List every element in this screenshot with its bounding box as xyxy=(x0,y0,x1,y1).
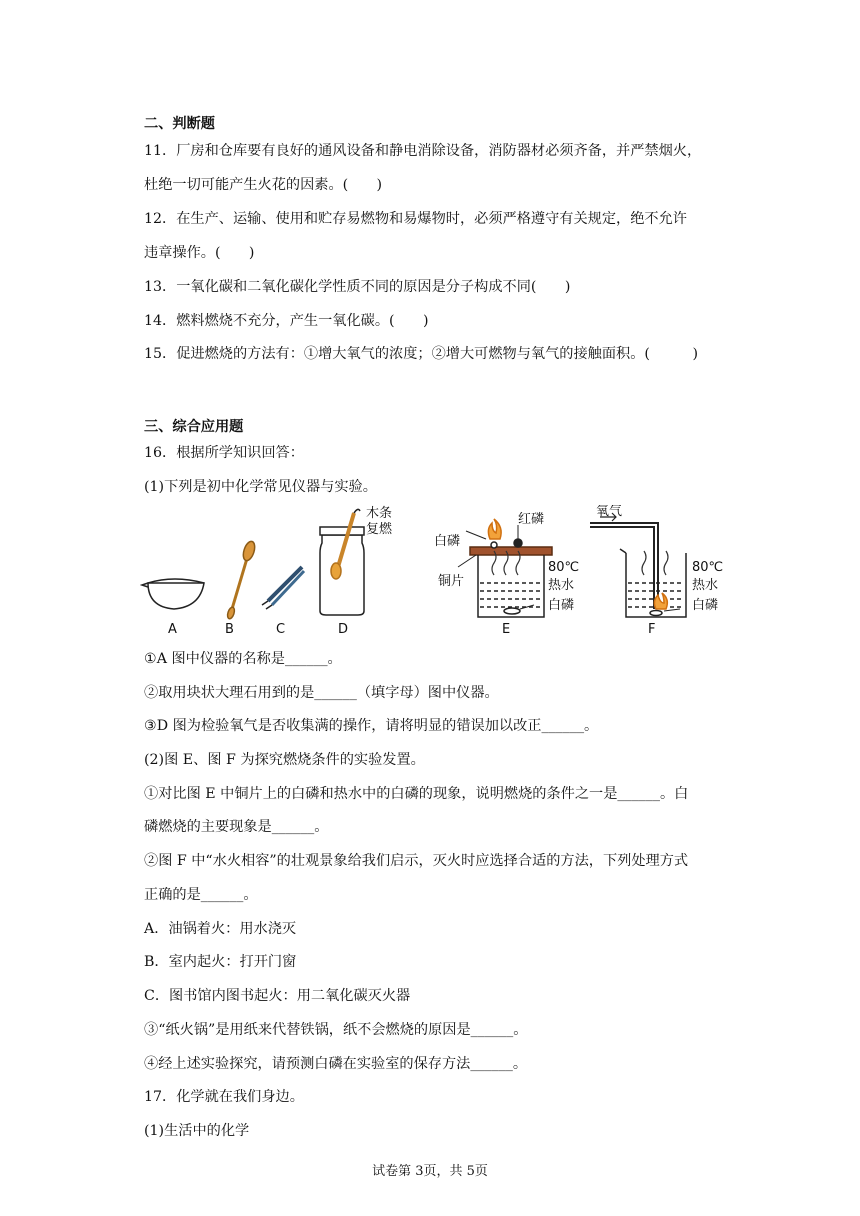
label-temp-e: 80℃ xyxy=(548,560,580,575)
label-temp-f: 80℃ xyxy=(692,560,724,575)
evaporating-dish-icon xyxy=(142,579,204,609)
option-b: B．室内起火：打开门窗 xyxy=(144,954,297,970)
question-17-part1: (1)生活中的化学 xyxy=(144,1123,250,1139)
question-17: 17．化学就在我们身边。 xyxy=(144,1089,304,1105)
option-c: C．图书馆内图书起火：用二氧化碳灭火器 xyxy=(144,988,411,1004)
question-16-part2: (2)图 E、图 F 为探究燃烧条件的实验发置。 xyxy=(144,752,425,768)
question-12-line1: 12．在生产、运输、使用和贮存易燃物和易爆物时，必须严格遵守有关规定，绝不允许 xyxy=(144,211,687,227)
label-A: A xyxy=(168,622,177,637)
label-yangqi: 氧气 xyxy=(596,505,623,519)
experiment-figure xyxy=(140,505,740,645)
label-mutiao: 木条 xyxy=(366,506,393,521)
label-D: D xyxy=(338,622,349,637)
medicine-spoon-icon xyxy=(226,540,257,620)
question-16-2c: ③“纸火锅”是用纸来代替铁锅，纸不会燃烧的原因是______。 xyxy=(144,1022,528,1038)
question-16-1a: ①A 图中仪器的名称是______。 xyxy=(144,651,342,667)
question-16-2b-line1: ②图 F 中“水火相容”的壮观景象给我们启示，灭火时应选择合适的方法，下列处理方式 xyxy=(144,853,689,869)
label-B: B xyxy=(225,622,234,637)
question-16-1b: ②取用块状大理石用到的是______（填字母）图中仪器。 xyxy=(144,685,499,701)
question-16-2a-line2: 磷燃烧的主要现象是______。 xyxy=(144,819,329,835)
beaker-f-icon xyxy=(590,513,686,617)
question-16-2d: ④经上述实验探究，请预测白磷在实验室的保存方法______。 xyxy=(144,1056,528,1072)
label-honglin: 红磷 xyxy=(518,512,545,527)
question-12-line2: 违章操作。( ) xyxy=(144,245,255,261)
label-bailin-top: 白磷 xyxy=(434,534,461,549)
label-reshui-f: 热水 xyxy=(692,578,719,593)
question-11-line2: 杜绝一切可能产生火花的因素。( ) xyxy=(144,177,383,193)
label-C: C xyxy=(276,622,286,637)
label-reshui-e: 热水 xyxy=(548,578,575,593)
page-footer: 试卷第 3页，共 5页 xyxy=(372,1164,488,1179)
question-15: 15．促进燃烧的方法有：①增大氧气的浓度；②增大可燃物与氧气的接触面积。( ) xyxy=(144,346,699,362)
tweezers-icon xyxy=(262,567,304,609)
option-a: A．油锅着火：用水浇灭 xyxy=(144,921,297,937)
label-tongpian: 铜片 xyxy=(438,574,465,589)
question-16-2b-line2: 正确的是______。 xyxy=(144,887,258,903)
label-bailin-e: 白磷 xyxy=(548,598,575,613)
label-F: F xyxy=(648,622,656,637)
label-fuzhan: 复燃 xyxy=(366,522,393,537)
question-16-2a-line1: ①对比图 E 中铜片上的白磷和热水中的白磷的现象，说明燃烧的条件之一是______。白 xyxy=(144,786,689,802)
question-16: 16．根据所学知识回答： xyxy=(144,445,304,461)
gas-bottle-icon xyxy=(320,509,364,615)
question-13: 13．一氧化碳和二氧化碳化学性质不同的原因是分子构成不同( ) xyxy=(144,279,571,295)
beaker-e-icon xyxy=(458,519,552,617)
question-16-1c: ③D 图为检验氧气是否收集满的操作，请将明显的错误加以改正______。 xyxy=(144,718,599,734)
label-bailin-f: 白磷 xyxy=(692,598,719,613)
question-16-part1: (1)下列是初中化学常见仪器与实验。 xyxy=(144,479,377,495)
question-14: 14．燃料燃烧不充分，产生一氧化碳。( ) xyxy=(144,313,429,329)
label-E: E xyxy=(502,622,511,637)
section-heading-judgement: 二、判断题 xyxy=(144,116,215,132)
question-11-line1: 11．厂房和仓库要有良好的通风设备和静电消除设备，消防器材必须齐备，并严禁烟火， xyxy=(144,143,702,159)
section-heading-application: 三、综合应用题 xyxy=(144,419,244,435)
